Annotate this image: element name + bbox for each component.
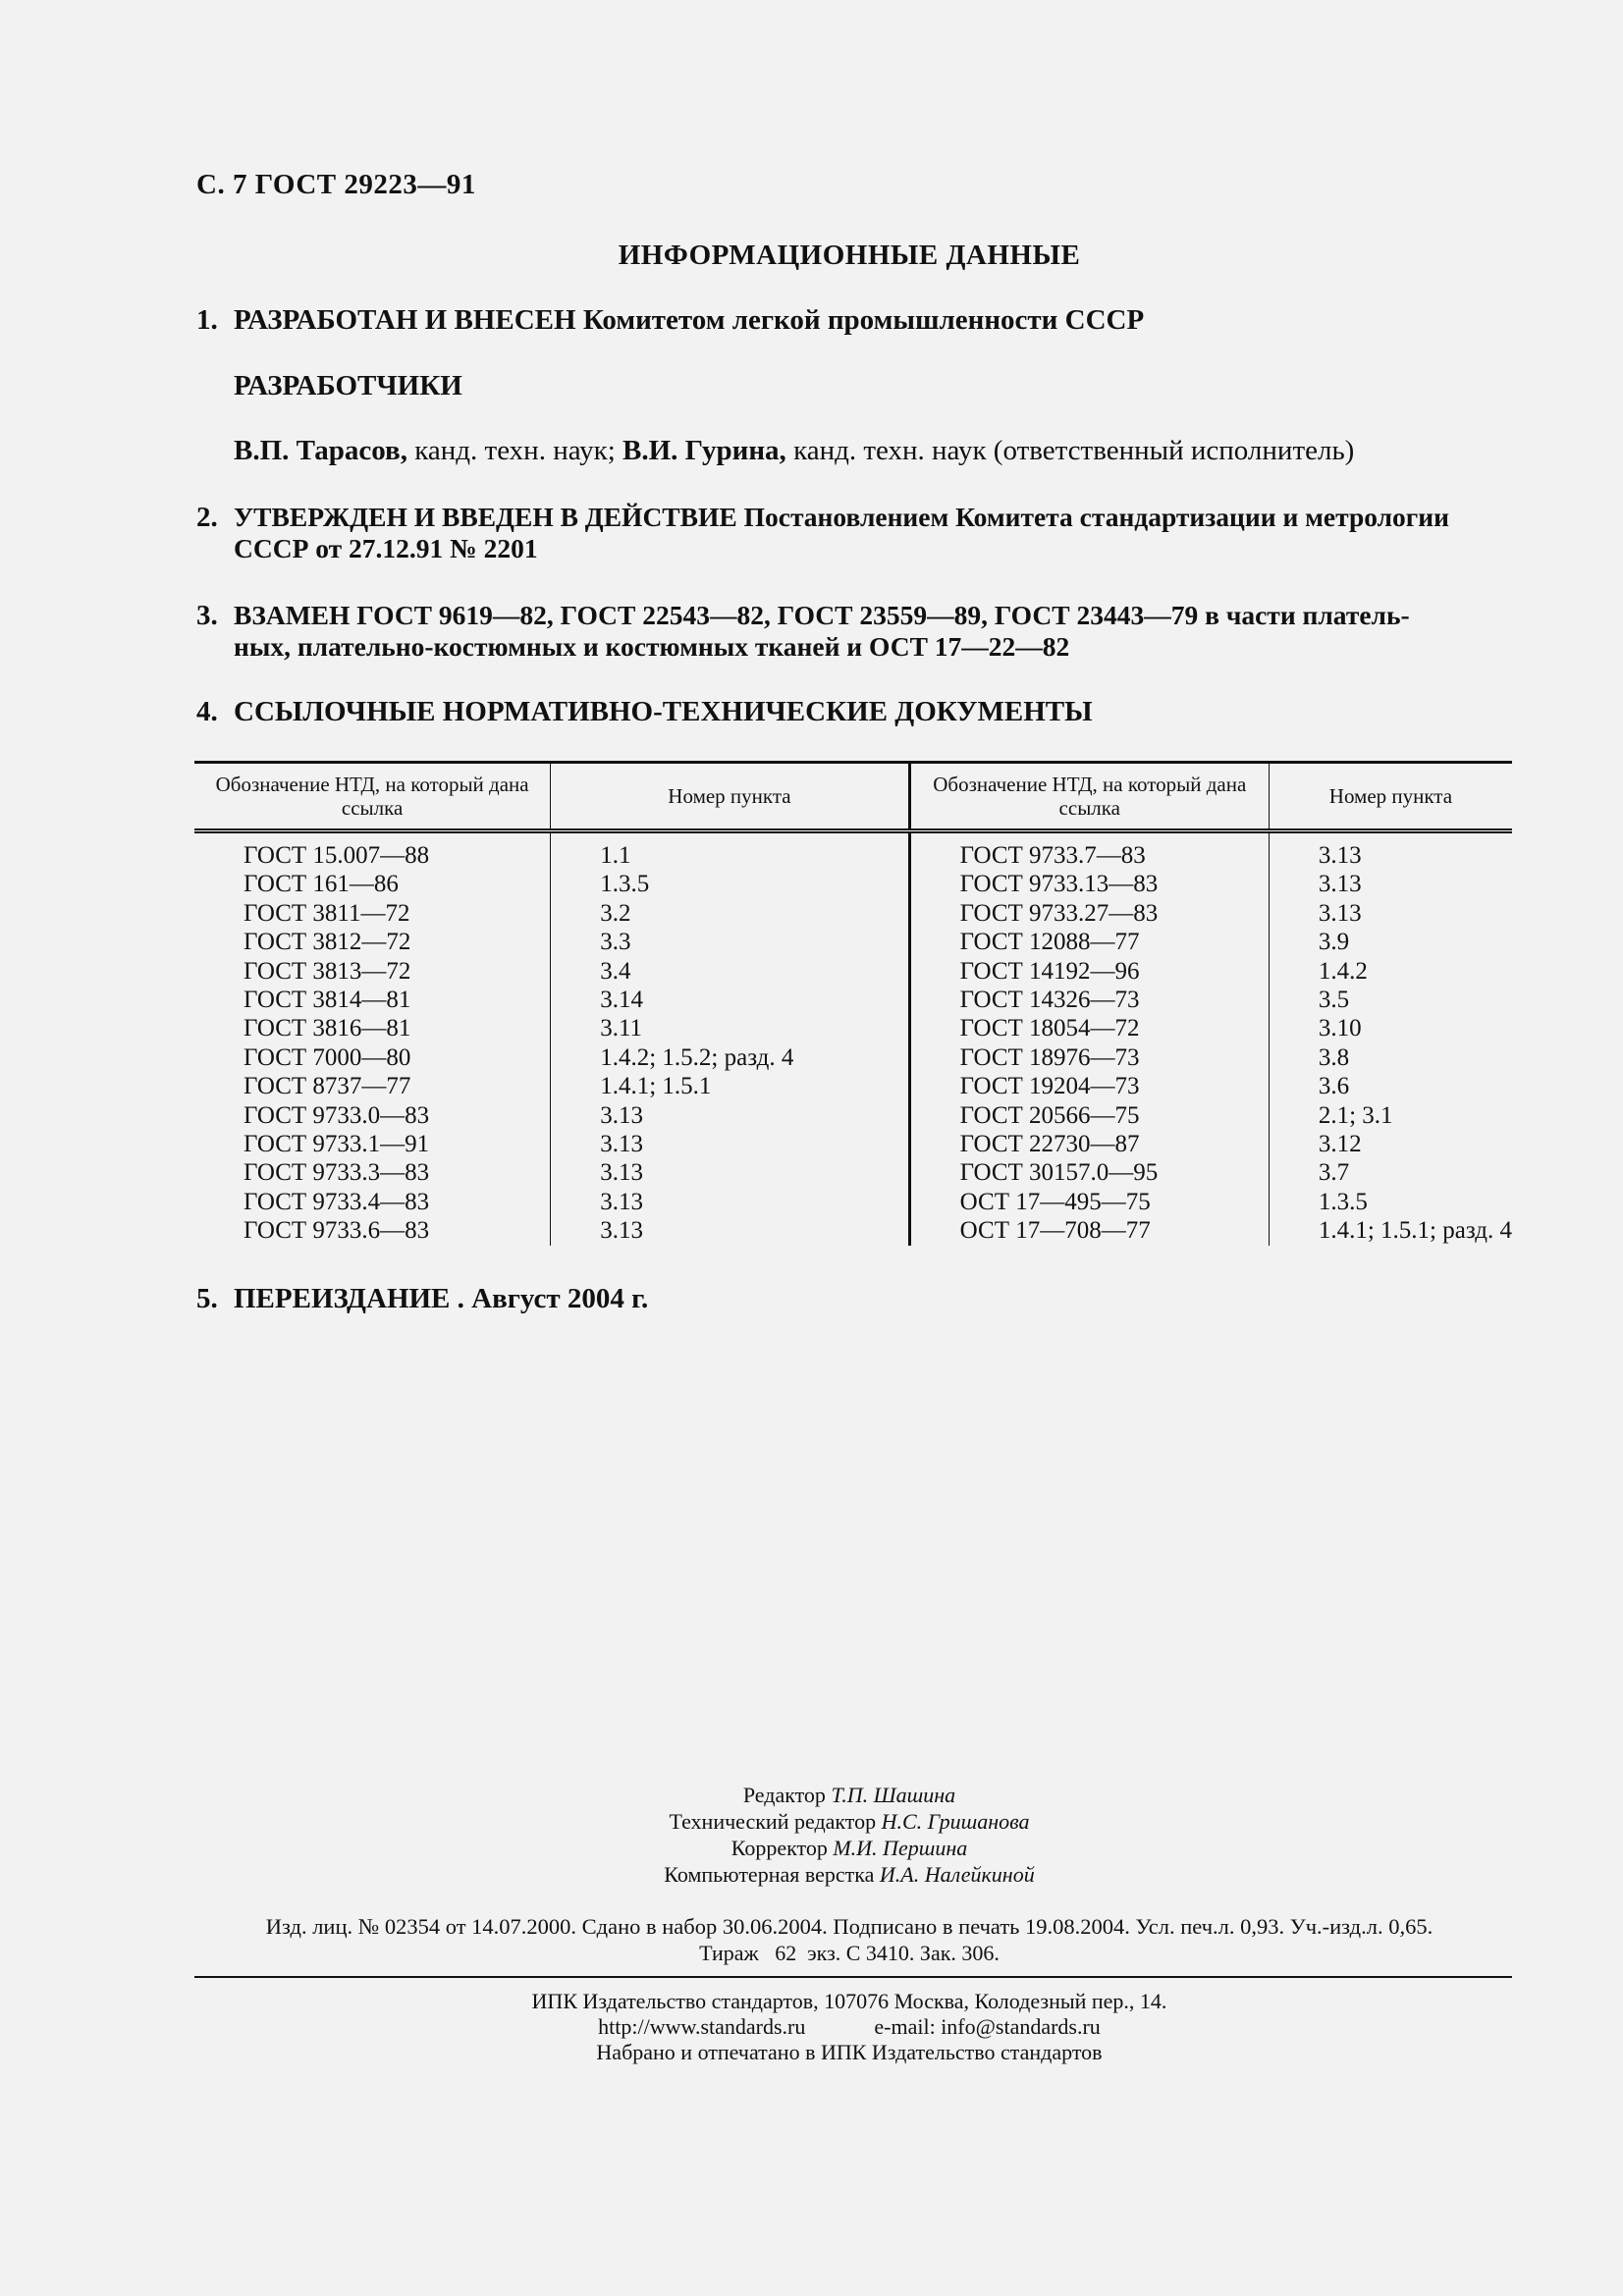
col-header-item: Номер пункта — [551, 763, 909, 831]
developer-name: В.П. Тарасов, — [234, 435, 407, 466]
publisher-address: ИПК Издательство стандартов, 107076 Москва, Колодезный пер., 14. — [531, 1989, 1167, 2013]
section-4-heading: ССЫЛОЧНЫЕ НОРМАТИВНО-ТЕХНИЧЕСКИЕ ДОКУМЕНТЫ — [234, 696, 1093, 727]
credit-proofreader: Корректор М.И. Першина — [730, 1836, 968, 1860]
section-3-line2: ных, плательно-костюмных и костюмных тканей и ОСТ 17—22—82 — [234, 631, 1070, 662]
page-header: С. 7 ГОСТ 29223—91 — [196, 169, 476, 200]
section-3 — [196, 600, 1410, 663]
credits — [0, 1782, 1623, 1888]
developers-heading: РАЗРАБОТЧИКИ — [234, 370, 462, 401]
section-1 — [196, 304, 1144, 336]
credit-editor: Редактор Т.П. Шашина — [742, 1783, 956, 1807]
section-3-line1: ВЗАМЕН ГОСТ 9619—82, ГОСТ 22543—82, ГОСТ 23559—89, ГОСТ 23443—79 в части платель- — [234, 600, 1410, 630]
section-1-heading: РАЗРАБОТАН И ВНЕСЕН — [234, 304, 576, 336]
credit-tech-editor: Технический редактор Н.С. Гришанова — [669, 1809, 1030, 1834]
section-2 — [196, 502, 1449, 564]
publisher-url[interactable]: http://www.standards.ru — [598, 2014, 806, 2039]
section-2-line1: Постановлением Комитета стандартизации и метрологии — [736, 502, 1449, 532]
left-item-column: 1.1 1.3.5 3.2 3.3 3.4 3.14 3.11 1.4.2; 1.5.2; разд. 4 1.4.1; 1.5.1 3.13 3.13 3.13 3.13 3.13 — [551, 831, 909, 1246]
section-5-text: . Август 2004 г. — [450, 1283, 649, 1314]
developers-list — [234, 435, 1354, 466]
right-doc-column: ГОСТ 9733.7—83 ГОСТ 9733.13—83 ГОСТ 9733.27—83 ГОСТ 12088—77 ГОСТ 14192—96 ГОСТ 14326—73 ГОСТ 18054—72 ГОСТ 18976—73 ГОСТ 19204—73 ГОСТ 20566—75 ГОСТ 22730—87 ГОСТ 30157.0—95 ОСТ 17—495—75 ОСТ 17—708—77 — [909, 831, 1269, 1246]
col-header-doc: Обозначение НТД, на который дана ссылка — [909, 763, 1269, 831]
imprint-line-2: Тираж 62 экз. С 3410. Зак. 306. — [699, 1941, 1000, 1965]
developer-title: канд. техн. наук (ответственный исполнитель) — [785, 435, 1355, 466]
publisher-contacts — [0, 2014, 1623, 2040]
section-number: 2. — [196, 502, 218, 533]
section-number: 5. — [196, 1283, 218, 1314]
left-doc-column: ГОСТ 15.007—88 ГОСТ 161—86 ГОСТ 3811—72 ГОСТ 3812—72 ГОСТ 3813—72 ГОСТ 3814—81 ГОСТ 3816—81 ГОСТ 7000—80 ГОСТ 8737—77 ГОСТ 9733.0—83 ГОСТ 9733.1—91 ГОСТ 9733.3—83 ГОСТ 9733.4—83 ГОСТ 9733.6—83 — [243, 842, 430, 1245]
imprint-line-1: Изд. лиц. № 02354 от 14.07.2000. Сдано в набор 30.06.2004. Подписано в печать 19.08.2004. Усл. печ.л. 0,93. Уч.-изд.л. 0,65. — [265, 1914, 1434, 1939]
section-5-heading: ПЕРЕИЗДАНИЕ — [234, 1283, 451, 1314]
developer-name: В.И. Гурина, — [622, 435, 786, 466]
footer-divider — [194, 1976, 1512, 1978]
developer-title: канд. техн. наук; — [406, 435, 623, 466]
section-4 — [196, 696, 1093, 727]
col-header-doc: Обозначение НТД, на который дана ссылка — [194, 763, 551, 831]
printed-note: Набрано и отпечатано в ИПК Издательство стандартов — [596, 2040, 1103, 2064]
section-number: 3. — [196, 600, 218, 631]
reference-documents-table — [194, 761, 1512, 1246]
section-5 — [196, 1283, 648, 1314]
publisher-email[interactable]: e-mail: info@standards.ru — [874, 2014, 1101, 2039]
section-2-heading: УТВЕРЖДЕН И ВВЕДЕН В ДЕЙСТВИЕ — [234, 502, 737, 532]
doc-title: ИНФОРМАЦИОННЫЕ ДАННЫЕ — [618, 240, 1081, 271]
right-item-column: 3.13 3.13 3.13 3.9 1.4.2 3.5 3.10 3.8 3.6 2.1; 3.1 3.12 3.7 1.3.5 1.4.1; 1.5.1; разд. 4 — [1269, 831, 1512, 1246]
section-1-text: Комитетом легкой промышленности СССР — [582, 304, 1145, 336]
section-number: 1. — [196, 304, 218, 336]
section-2-line2: СССР от 27.12.91 № 2201 — [234, 533, 538, 563]
section-number: 4. — [196, 696, 218, 727]
col-header-item: Номер пункта — [1269, 763, 1512, 831]
credit-layout: Компьютерная верстка И.А. Налейкиной — [664, 1862, 1035, 1887]
